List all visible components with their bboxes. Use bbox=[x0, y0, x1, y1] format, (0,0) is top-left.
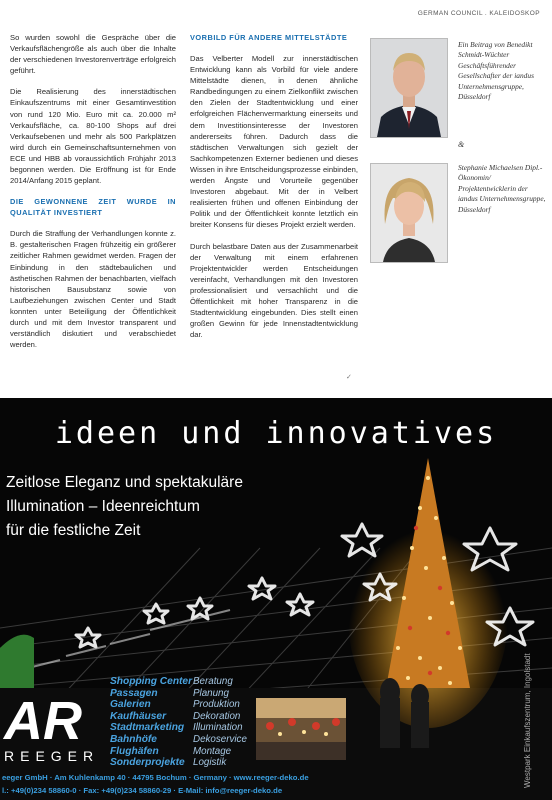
venue-item: Sonderprojekte bbox=[110, 757, 185, 769]
service-list bbox=[193, 676, 247, 769]
section-heading: DIE GEWONNENE ZEIT WURDE IN QUALITÄT INVESTIERT bbox=[10, 197, 176, 218]
author-caption-1: Ein Beitrag von Benedikt Schmidt-Wüchter Geschäftsführender Gesellschafter der iandus Unternehmensgruppe, Düsseldorf bbox=[458, 40, 534, 102]
paragraph: Das Velberter Modell zur innerstädtischen Entwicklung kann als Vorbild für viele andere Mittelstädte dienen, in denen ähnliche Randbedingungen zu einem Zielkonflikt zwischen den Zielen der Stadtentwicklung und einer erfolgreichen Flächenvermarktung einerseits und dem Investitionsinteresse der Investoren andererseits führen. Dadurch dass die städtischen Verwaltungen sich gezielt der Sachkompetenzen Externer bedienen und dieses Wissen in ihre Entscheidungsprozesse einbinden, werden Ängste und Vorurteile gegenüber Investoren abgebaut. Mit der in Velbert realisierten frühen und offenen Einbindung der Politik und der Öffentlichkeit konnte letztlich ein breiter Konsens für dieses Projekt erzielt werden. bbox=[190, 54, 358, 230]
author-photo-woman bbox=[370, 163, 448, 263]
service-item: Montage bbox=[193, 745, 232, 757]
section-heading: VORBILD FÜR ANDERE MITTELSTÄDTE bbox=[190, 33, 348, 42]
end-mark: ✓ bbox=[346, 374, 352, 381]
service-item: Illumination bbox=[193, 722, 243, 734]
company-address: eeger GmbH · Am Kuhlenkamp 40 · 44795 Bochum · Germany · www.reeger-deko.de bbox=[2, 773, 309, 782]
page-header-section: GERMAN COUNCIL . KALEIDOSKOP bbox=[417, 10, 540, 17]
service-item: Logistik bbox=[193, 757, 227, 769]
ad-tagline-1: Zeitlose Eleganz und spektakuläre bbox=[6, 474, 243, 491]
author-photo-man bbox=[370, 38, 448, 138]
reeger-logo-icon bbox=[2, 691, 102, 743]
ad-title: ideen und innovatives bbox=[54, 416, 498, 451]
ampersand: & bbox=[458, 140, 465, 149]
service-item: Produktion bbox=[193, 699, 240, 711]
advertisement bbox=[0, 398, 552, 800]
venue-item: Flughäfen bbox=[110, 745, 159, 757]
svg-text:AR: AR bbox=[4, 691, 82, 743]
paragraph: Die Realisierung des innerstädtischen Einkaufszentrums mit einer Gesamtinvestition von rund 120 Mio. Euro mit ca. 20.000 m² Verkaufsfläche, ca. 80-100 Shops auf drei Verkaufsebenen und mehr als 500 Parkplätzen wird durch ein Gemeinschaftsunternehmen von ECE und HBB ab voraussichtlich Frühjahr 2013 begonnen werden. Die Eröffnung ist für Ende 2014/Anfang 2015 geplant. bbox=[10, 87, 176, 186]
article-column-2 bbox=[190, 32, 358, 350]
paragraph: Durch belastbare Daten aus der Zusammenarbeit der Verwaltung mit einem erfahrenen Projektentwickler werden Entscheidungen vereinfacht, Verhandlungen mit den Investoren professionalisiert und versachlicht und die Öffentlichkeit mit hoher Transparenz in die Stadtentwicklung eingebunden. Dies stellt einen großen Gewinn für jede Innenstadtentwicklung dar. bbox=[190, 241, 358, 340]
ad-tagline-3: für die festliche Zeit bbox=[6, 522, 141, 539]
venue-item: Kaufhäuser bbox=[110, 710, 167, 722]
brand-name: REEGER bbox=[4, 748, 100, 764]
venue-list bbox=[110, 676, 192, 769]
venue-item: Shopping Center bbox=[110, 676, 193, 687]
company-contact: l.: +49(0)234 58860-0 · Fax: +49(0)234 58860-29 · E-Mail: info@reeger-deko.de bbox=[2, 786, 283, 795]
service-item: Planung bbox=[193, 687, 229, 699]
service-item: Dekoservice bbox=[193, 733, 247, 745]
venue-item: Bahnhöfe bbox=[110, 733, 157, 745]
venue-item: Galerien bbox=[110, 699, 151, 711]
service-item: Beratung bbox=[193, 676, 233, 687]
paragraph: Durch die Straffung der Verhandlungen konnte z. B. gestalterischen Fragen frühzeitig ein größerer zeitlicher Rahmen gewidmet werden. Fragen der Einbindung in den städtebaulichen und ästhetischen Rahmen der benachbarten, vielfach historischen Bausubstanz sowie von Laufbeziehungen zwischen Center und Stadt konnten unter Beteiligung der Öffentlichkeit durch und mit dem Investor transparent und verständlich diskutiert und verabschiedet werden. bbox=[10, 229, 176, 350]
author-caption-2: Stephanie Michaelsen Dipl.-Ökonomin/ Projektentwicklerin der iandus Unternehmensgruppe, Düsseldorf bbox=[458, 163, 546, 214]
service-item: Dekoration bbox=[193, 710, 241, 722]
ad-tagline-2: Illumination – Ideenreichtum bbox=[6, 498, 200, 515]
venue-item: Stadtmarketing bbox=[110, 722, 185, 734]
photo-credit-vertical: Westpark Einkaufszentrum, Ingolstadt bbox=[523, 653, 532, 788]
venue-item: Passagen bbox=[110, 687, 158, 699]
mall-photo bbox=[256, 698, 346, 760]
paragraph: So wurden sowohl die Gespräche über die Verkaufsflächengröße als auch über die Inhalte der verschiedenen Investorenverträge erfolgreich geführt. bbox=[10, 33, 176, 76]
article-column-1 bbox=[10, 32, 176, 360]
